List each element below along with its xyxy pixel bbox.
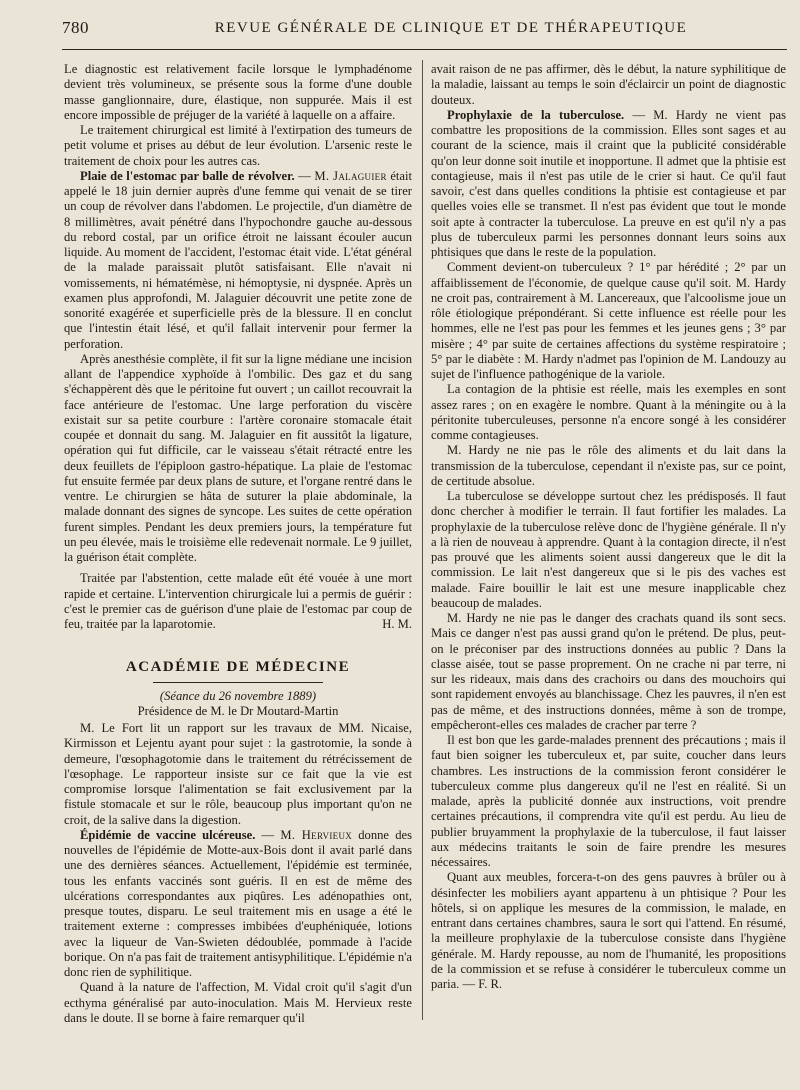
paragraph: Le diagnostic est relativement facile lorsque le lymphadénome devient très volumineux, se présente sous la forme d'une double masse ganglionnaire, dure, élastique, non suppurée. Mais il est encore impossible de préjuger de la variété à laquelle on a affaire.	[64, 62, 412, 122]
author-name: M. Jalaguier	[314, 168, 387, 183]
paragraph: Il est bon que les garde-malades prennent des précautions ; mais il faut bien soigner les tuberculeux et, par suite, coucher dans leurs chambres. Les instructions de la commission feront considérer le tuberculeux comme plus dangereux qu'il ne l'est en réalité. Si un malade, après la publicité donnée aux instructions, voit prendre certaines précautions, il comprendra vite qu'il est perdu. Au lieu de publier bruyamment la prophylaxie de la tuberculose, il faut laisser aux médecins traitants le soin de faire prendre les mesures nécessaires.	[431, 733, 786, 869]
page-header	[62, 8, 780, 48]
paragraph: La tuberculose se développe surtout chez les prédisposés. Il faut donc chercher à modifier le terrain. Il faut fortifier les malades. La prophylaxie de la tuberculose relève donc de l'hygiène générale. Il n'y a là rien de nouveau à apprendre. Quant à la contagion directe, il n'est pas prouvé que les aliments soient aussi dangereux que le dit la commission. Le lait n'est dangereux que si le pis des vaches est malade. Faire bouillir le lait est une mesure inapplicable chez beaucoup de malades.	[431, 489, 786, 610]
paragraph: avait raison de ne pas affirmer, dès le début, la nature syphilitique de la maladie, laissant au temps le soin d'éclaircir un point de diagnostic douteux.	[431, 62, 786, 107]
article-tuberculose: Prophylaxie de la tuberculose. — M. Hardy ne vient pas combattre les propositions de la commission. Elles sont sages et au courant de la science, mais il craint que la publicité considérable qu'on leur donne soit inutile et inopportune. Il admet que la phtisie est contagieuse, mais il n'est pas utile de le crier si haut. Ce qu'il faut savoir, c'est dans quelles conditions la phtisie est contagieuse et par quelles voies elle se transmet. Il n'est pas évident que tout le monde soit apte à contracter la tuberculose. La preuve en est qu'il n'y a pas plus de tuberculeux parmi les personnes donnant leurs soins aux phtisiques que dans le reste de la population.	[431, 107, 786, 259]
paragraph: Quand à la nature de l'affection, M. Vidal croit qu'il s'agit d'un ecthyma généralisé par auto-inoculation. Mais M. Hervieux reste dans le doute. Il se borne à faire remarquer qu'il	[64, 980, 412, 1025]
paragraph: M. Hardy ne nie pas le danger des crachats quand ils sont secs. Mais ce danger n'est pas aussi grand qu'on le prétend. De plus, peut-on le préconiser par des instructions données au public ? Dans la classe aisée, tout se passe proprement. On ne crache ni par terre, ni sur les rideaux, mais dans des crachoirs ou dans des mouchoirs qui sont rapidement envoyés au blanchissage. Chez les pauvres, il n'en est pas de même, et des instructions données, même à son de trompe, empêcheront-elles ces malades de cracher par terre ?	[431, 611, 786, 732]
article-plaie: Plaie de l'estomac par balle de révolver. — M. Jalaguier était appelé le 18 juin dernier auprès d'une femme qui venait de se tirer un coup de révolver dans l'abdomen. Le projectile, d'un diamètre de 8 millimètres, avait pénétré dans l'hypochondre gauche au-dessous du rebord costal, par un orifice étroit ne laissant écouler aucun liquide. Au moment de l'accident, l'estomac était vide. L'état général de la malade paraissait plutôt satisfaisant. Elle n'avait ni vomissements, ni hématémèse, ni hémoptysie, ni dyspnée. Après un examen plus approfondi, M. Jalaguier découvrit une petite zone de sonorité exagérée et superficielle près de la blessure. Il en conclut que l'intestin était lésé, et qu'il fallait intervenir pour fermer la perforation.	[64, 168, 412, 351]
paragraph: Après anesthésie complète, il fit sur la ligne médiane une incision allant de l'appendice xyphoïde à l'ombilic. Des gaz et du sang s'échappèrent dès que le péritoine fut ouvert ; un caillot recouvrait la face antérieure de l'estomac. Une large perforation du viscère existait sur sa petite courbure : l'artère coronaire stomacale était coupée et donnait du sang. M. Jalaguier en fit aussitôt la ligature, opération qui fut difficile, car le vaisseau s'était rétracté entre les deux feuillets de l'épiploon gastro-hépatique. La plaie de l'estomac fut ensuite fermée par deux plans de suture, et l'organe rentré dans le ventre. Le chirurgien se hâta de suturer la plaie abdominale, la malade donnant des signes de syncope. Les suites de cette opération furent simples. Pendant les deux premiers jours, la température fut un peu élevée, mais le troisième elle redevenait normale. Le 9 juillet, la guérison était complète.	[64, 351, 412, 564]
article-text: M. Hardy ne vient pas combattre les propositions de la commission. Elles sont sages et au courant de la science, mais il craint que la publicité considérable qu'on leur donne soit inutile et inopportune. Il admet que la phtisie est contagieuse, mais il n'est pas utile de le crier si haut. Ce qu'il faut savoir, c'est dans quelles conditions la phtisie est contagieuse et par quelles voies elle se transmet. Il n'est pas évident que tout le monde soit apte à contracter la tuberculose. La preuve en est qu'il n'y a pas plus de tuberculeux parmi les personnes donnant leurs soins aux phtisiques que dans le reste de la population.	[431, 107, 786, 259]
author-name: M. Hervieux	[280, 827, 353, 842]
session-date: (Séance du 26 novembre 1889)	[159, 688, 317, 703]
running-title: REVUE GÉNÉRALE DE CLINIQUE ET DE THÉRAPEUTIQUE	[214, 20, 688, 36]
signature: H. M.	[382, 617, 412, 631]
paragraph: M. Le Fort lit un rapport sur les travaux de MM. Nicaise, Kirmisson et Lejentu ayant pour sujet : la gastrotomie, la sonde à demeure, l'œsophagotomie dans le traitement du rétrécissement de l'œsophage. Le rapporteur insiste sur ce fait que la vie est compromise lorsque l'alimentation se fait exclusivement par la fistule stomacale et sur le rôle, beaucoup plus important qu'on ne croit, de la salive dans la digestion.	[64, 721, 412, 827]
paragraph: La contagion de la phtisie est réelle, mais les exemples en sont assez rares ; on en exagère le nombre. Quant à la méningite ou à la péritonite tuberculeuses, personne n'a encore songé à les considérer comme contagieuses.	[431, 382, 786, 442]
paragraph: Quant aux meubles, forcera-t-on des gens pauvres à brûler ou à désinfecter les mobiliers ayant appartenu à un phtisique ? Pour les hôtels, si on applique les mesures de la commission, le malade, en entrant dans certaines chambres, saura le sort qui l'attend. En résumé, la meilleure prophylaxie de la tuberculose consiste dans l'hygiène générale. M. Hardy repousse, au nom de l'humanité, les propositions de la commission et se refuse à considérer le tuberculeux comme un paria. — F. R.	[431, 870, 786, 991]
section-rule	[153, 682, 323, 683]
column-divider	[422, 60, 423, 1020]
section-heading: ACADÉMIE DE MÉDECINE	[125, 659, 351, 676]
paragraph: Comment devient-on tuberculeux ? 1° par hérédité ; 2° par un affaiblissement de l'économie, de quelque cause qu'il soit. M. Hardy ne croit pas, contrairement à M. Lancereaux, que l'alcoolisme joue un rôle étiologique prépondérant. Si cette influence est réelle pour les hommes, elle ne l'est pas pour les femmes et les jeunes gens ; 3° par misère ; 4° par suite de certaines affections du système respiratoire ; 5° par le diabète : M. Hardy n'admet pas l'opinion de M. Landouzy au sujet de l'influence pathogénique de la variole.	[431, 260, 786, 381]
article-vaccine: Épidémie de vaccine ulcéreuse. — M. Hervieux donne des nouvelles de l'épidémie de Motte-aux-Bois dont il avait parlé dans une des dernières séances. Actuellement, l'épidémie est terminée, tous les enfants vaccinés sont guéris. Il en est de même des ulcérations correspondantes aux piqûres. Les adénopathies ont, presque toutes, disparu. Le seul traitement mis en usage a été le traitement externe : compresses imbibées d'euphéniquée, lotions avec la liqueur de Van-Swieten dédoublée, pommade à l'acide borique. On n'a pas fait de traitement antisyphilitique. L'épidémie n'a donc rien de syphilitique.	[64, 827, 412, 979]
paragraph: Le traitement chirurgical est limité à l'extirpation des tumeurs de petit volume et prises au début de leur évolution. L'arsenic reste le traitement de choix pour les autres cas.	[64, 123, 412, 168]
article-text: était appelé le 18 juin dernier auprès d'une femme qui venait de se tirer un coup de révolver dans l'abdomen. Le projectile, d'un diamètre de 8 millimètres, avait pénétré dans l'hypochondre gauche au-dessous du rebord costal, par un orifice étroit ne laissant écouler aucun liquide. Au moment de l'accident, l'estomac était vide. L'état général de la malade paraissait plutôt satisfaisant. Elle n'avait ni vomissements, ni hématémèse, ni hémoptysie, ni dyspnée. Après un examen plus approfondi, M. Jalaguier découvrit une petite zone de sonorité exagérée et superficielle près de la blessure. Il en conclut que l'intestin était lésé, et qu'il fallait intervenir pour fermer la perforation.	[64, 168, 412, 351]
article-heading: Prophylaxie de la tuberculose.	[447, 107, 625, 122]
header-rule	[62, 49, 787, 50]
left-column	[64, 62, 412, 1026]
paragraph	[64, 571, 412, 632]
paragraph-text: Quant aux meubles, forcera-t-on des gens pauvres à brûler ou à désinfecter les mobiliers ayant appartenu à un phtisique ? Pour les hôtels, si on applique les mesures de la commission, le malade, en entrant dans certaines chambres, saura le sort qui l'attend. En résumé, la meilleure prophylaxie de la tuberculose consiste dans l'hygiène générale. M. Hardy repousse, au nom de l'humanité, les propositions de la commission et se refuse à considérer le tuberculeux comme un paria.	[431, 870, 786, 991]
paragraph: M. Hardy ne nie pas le rôle des aliments et du lait dans la transmission de la tuberculose, cependant il n'existe pas, sur ce point, de certitude absolue.	[431, 443, 786, 488]
right-column	[431, 62, 786, 992]
paragraph-text: Traitée par l'abstention, cette malade eût été vouée à une mort rapide et certaine. L'intervention chirurgicale lui a permis de guérir : c'est le premier cas de guérison d'une plaie de l'estomac par coup de feu, traitée par la laparotomie.	[64, 571, 412, 631]
article-heading: Plaie de l'estomac par balle de révolver.	[80, 168, 295, 183]
page-number: 780	[62, 18, 89, 37]
signature: F. R.	[478, 977, 503, 991]
presidency: Présidence de M. le Dr Moutard-Martin	[137, 703, 339, 718]
article-text: donne des nouvelles de l'épidémie de Motte-aux-Bois dont il avait parlé dans une des dernières séances. Actuellement, l'épidémie est terminée, tous les enfants vaccinés sont guéris. Il en est de même des ulcérations correspondantes aux piqûres. Les adénopathies ont, presque toutes, disparu. Le seul traitement mis en usage a été le traitement externe : compresses imbibées d'euphéniquée, lotions avec la liqueur de Van-Swieten dédoublée, pommade à l'acide borique. On n'a pas fait de traitement antisyphilitique. L'épidémie n'a donc rien de syphilitique.	[64, 827, 412, 979]
article-heading: Épidémie de vaccine ulcéreuse.	[80, 827, 256, 842]
